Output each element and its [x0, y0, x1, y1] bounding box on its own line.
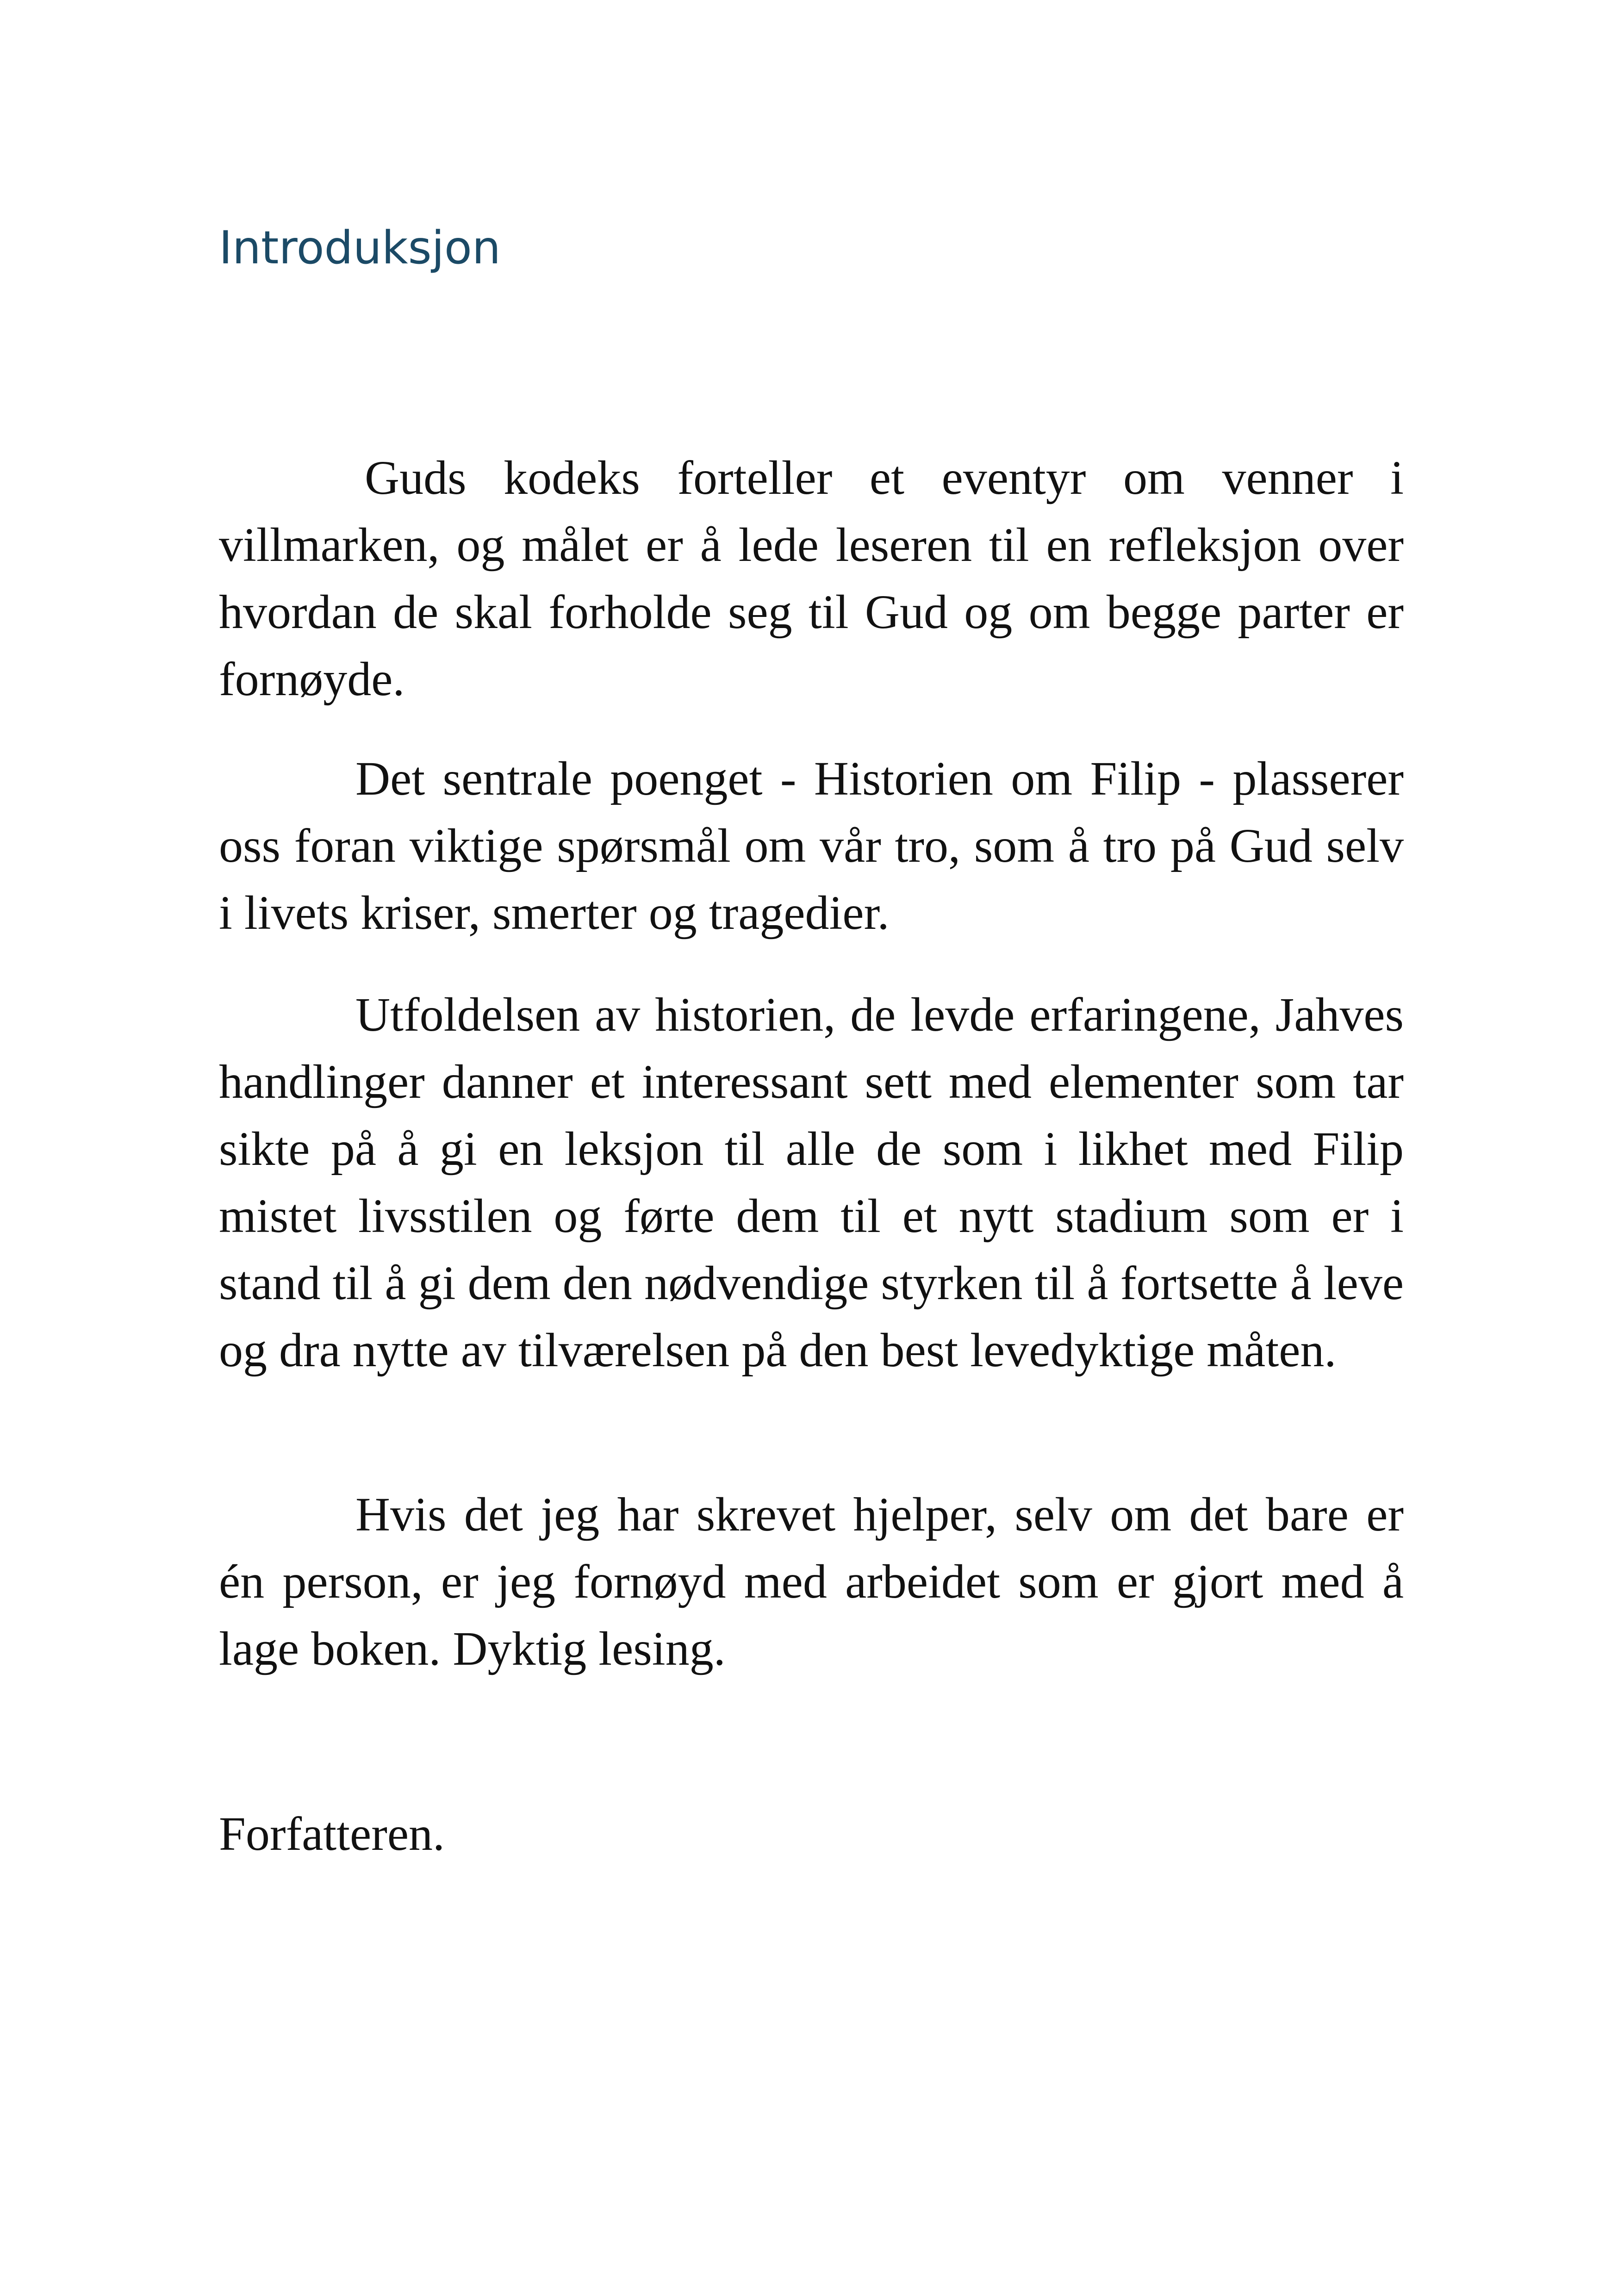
paragraph-2: Det sentrale poenget - Historien om Filip - plasserer oss foran viktige spørsmål om vår tro, som å tro på Gud selv i livets kriser, smerter og tragedier.	[219, 752, 1404, 940]
paragraph-1: Guds kodeks forteller et eventyr om venner i villmarken, og målet er å lede leseren til en refleksjon over hvordan de skal forholde seg til Gud og om begge parter er fornøyde.	[219, 451, 1404, 706]
paragraph-4: Hvis det jeg har skrevet hjelper, selv om det bare er én person, er jeg fornøyd med arbeidet som er gjort med å lage boken. Dyktig lesing.	[219, 1488, 1404, 1675]
page-title: Introduksjon	[219, 222, 501, 274]
author-signature: Forfatteren.	[219, 1807, 445, 1860]
paragraph-3: Utfoldelsen av historien, de levde erfaringene, Jahves handlinger danner et interessant sett med elementer som tar sikte på å gi en leksjon til alle de som i likhet med Filip mistet livsstilen og førte dem til et nytt stadium som er i stand til å gi dem den nødvendige styrken til å fortsette å leve og dra nytte av tilværelsen på den best levedyktige måten.	[219, 988, 1404, 1377]
